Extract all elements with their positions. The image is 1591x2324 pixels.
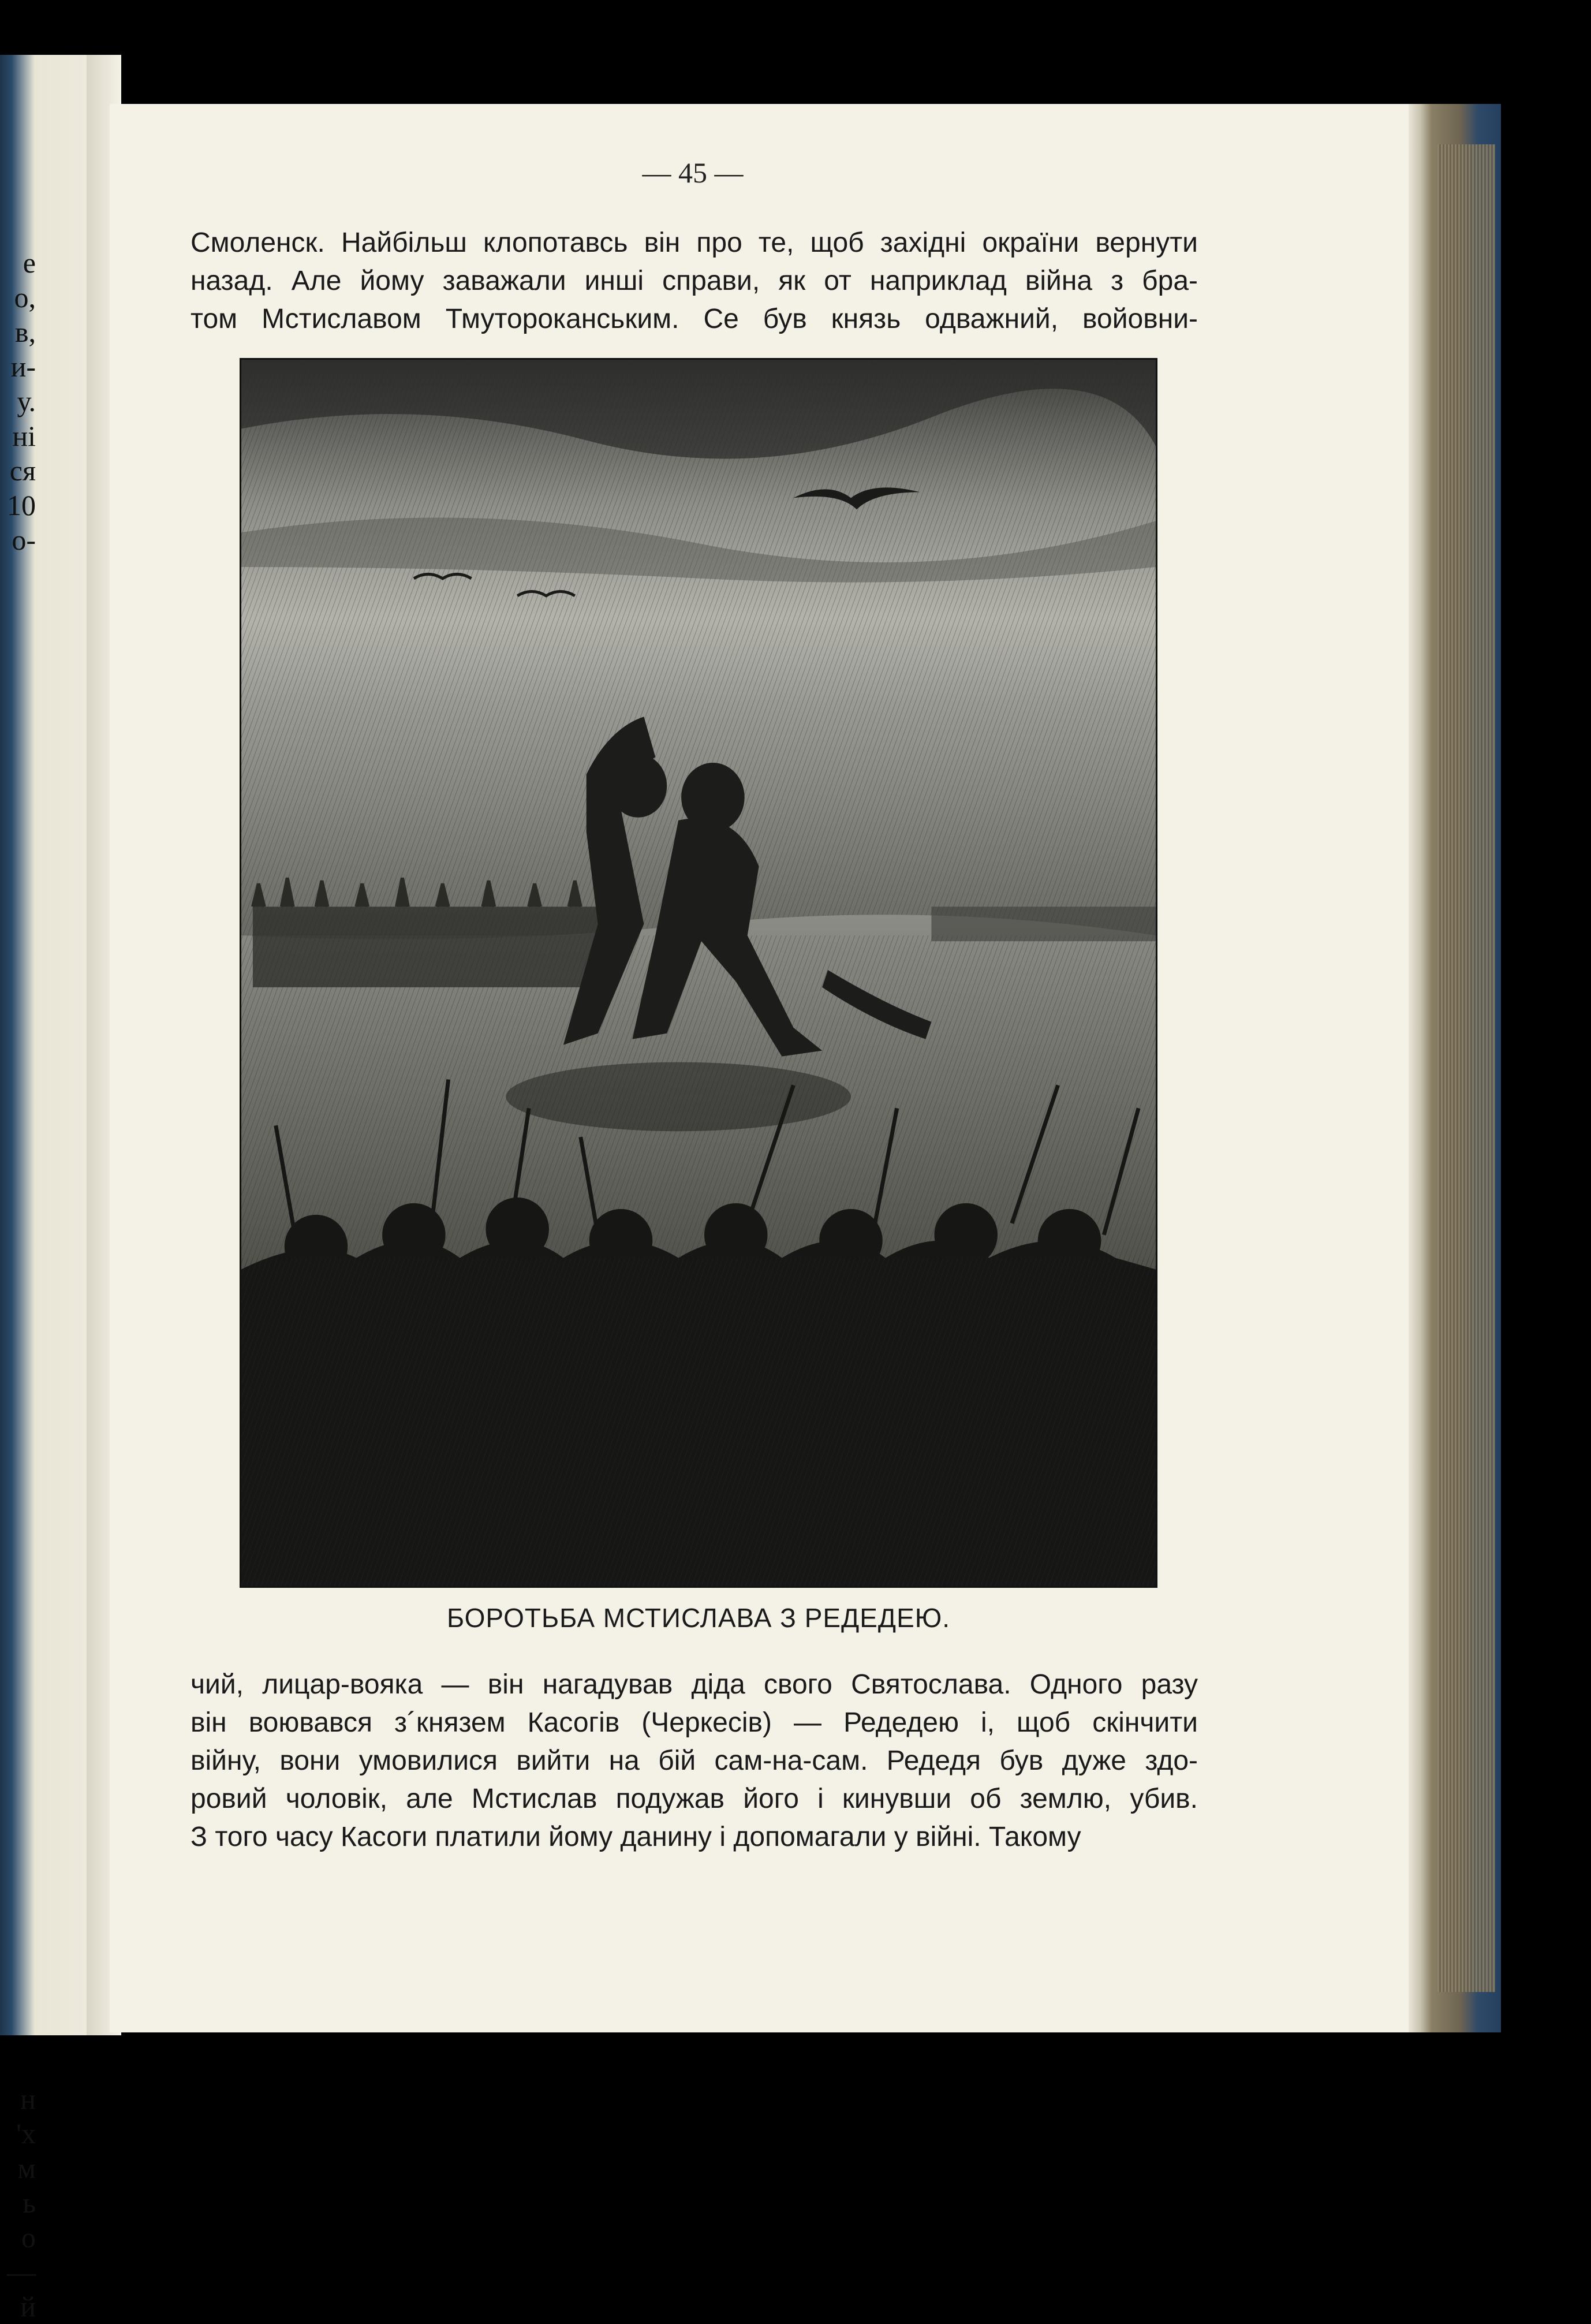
text-line: назад. Але йому заважали инші справи, як от наприклад війна з бра- xyxy=(191,266,1198,296)
left-page-fragment xyxy=(0,1908,36,1943)
left-page-fragment xyxy=(0,1389,36,1423)
left-page-fragment xyxy=(0,1700,36,1735)
left-page-fragment xyxy=(0,1319,36,1354)
left-page-fragment: — xyxy=(7,2256,36,2288)
page-number: — 45 — xyxy=(642,156,744,189)
left-page-fragment xyxy=(0,1215,36,1250)
left-page-fragment xyxy=(0,557,36,592)
left-page-fragment xyxy=(0,1562,36,1596)
text-line: Смоленск. Найбільш клопотавсь він про те, щоб західні окраїни вернути xyxy=(191,227,1198,258)
left-page-fragment xyxy=(0,696,36,730)
left-page-fragment xyxy=(0,1008,36,1042)
left-page-fragment xyxy=(0,592,36,626)
left-page-fragment xyxy=(0,1527,36,1562)
paragraph-bottom xyxy=(191,1666,1198,1856)
left-page-fragment xyxy=(0,1493,36,1527)
left-page-fragment xyxy=(0,661,36,696)
text-line: том Мстиславом Тмутороканським. Се був князь одважний, войовни- xyxy=(191,304,1198,334)
left-page-fragment xyxy=(0,1354,36,1389)
text-line: З того часу Касоги платили йому данину і допомагали у війні. Такому xyxy=(191,1822,1081,1852)
left-page-fragment xyxy=(0,800,36,834)
left-page-fragment xyxy=(0,765,36,800)
left-page-fragment xyxy=(0,1042,36,1077)
left-page-fragment: ні xyxy=(12,420,36,452)
left-page-fragment: о- xyxy=(12,524,36,556)
left-page-fragment xyxy=(0,1943,36,1978)
left-page-fragment xyxy=(0,1423,36,1458)
left-page-fragment xyxy=(0,1666,36,1700)
left-page-fragment: о xyxy=(21,2221,36,2254)
left-page-fragment: о, xyxy=(14,281,36,314)
left-page-fragment xyxy=(0,626,36,661)
left-page-fragment xyxy=(0,1874,36,1908)
left-page-fragment xyxy=(0,1250,36,1285)
left-page-fragment xyxy=(0,1077,36,1111)
left-page-fragment xyxy=(0,1458,36,1493)
left-page-fragment: е xyxy=(23,247,36,279)
left-page-fragment xyxy=(0,1735,36,1770)
left-page-fragment xyxy=(0,1804,36,1839)
left-page-fragment xyxy=(0,973,36,1008)
left-page-fragment xyxy=(0,2047,36,2081)
left-page-fragment: 'х xyxy=(16,2117,36,2150)
left-page-fragment xyxy=(0,730,36,765)
left-page-fragment: ь xyxy=(23,2187,36,2219)
left-page-fragment: и- xyxy=(10,350,36,383)
left-page-fragment: й xyxy=(20,2291,36,2323)
text-line: чий, лицар-вояка — він нагадував діда свого Святослава. Одного разу xyxy=(191,1669,1198,1700)
text-line: війну, вони умовилися вийти на бій сам-на-сам. Редедя був дуже здо- xyxy=(191,1745,1198,1776)
left-page-fragment: у. xyxy=(17,385,36,417)
left-page-fragment xyxy=(0,1146,36,1181)
text-line: ровий чоловік, але Мстислав подужав його і кинувши об землю, убив. xyxy=(191,1784,1198,1814)
illustration-drawing xyxy=(241,360,1156,1586)
left-page-fragment xyxy=(0,1111,36,1146)
left-page-fragment xyxy=(0,1770,36,1804)
illustration-caption: БОРОТЬБА МСТИСЛАВА З РЕДЕДЕЮ. xyxy=(446,1603,951,1633)
left-page-fragment xyxy=(0,1181,36,1215)
left-page-fragment: ся xyxy=(9,454,36,487)
left-page-fragment: н xyxy=(20,2083,36,2115)
left-page-fragment xyxy=(0,1978,36,2012)
left-page-fragment xyxy=(0,1285,36,1319)
engraving-illustration xyxy=(240,358,1157,1588)
left-page-fragment xyxy=(0,1631,36,1666)
text-line: він воювався з´князем Касогів (Черкесів) — Редедею і, щоб скінчити xyxy=(191,1707,1198,1738)
left-page-fragment xyxy=(0,2012,36,2047)
left-page-fragment xyxy=(0,938,36,973)
left-page-fragment: 10 xyxy=(7,489,36,521)
left-page-fragment xyxy=(0,1839,36,1874)
left-page-fragment xyxy=(0,834,36,869)
left-page-fragment xyxy=(0,1596,36,1631)
left-page-fragment: в, xyxy=(14,316,36,348)
paragraph-top xyxy=(191,224,1198,338)
left-page-fragment xyxy=(0,904,36,938)
left-page-fragments xyxy=(0,245,38,2324)
left-page-fragment xyxy=(0,869,36,904)
page-edge-lines xyxy=(1437,144,1495,1992)
left-page-fragment: м xyxy=(17,2152,36,2184)
